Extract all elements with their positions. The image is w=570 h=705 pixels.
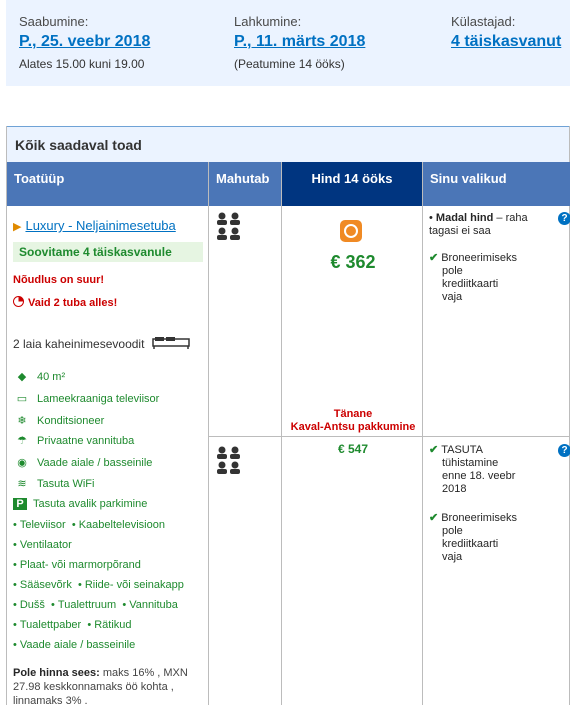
guests-block [451,14,561,51]
double-bed-icon [152,336,190,350]
choice-line: krediitkaarti [442,538,499,550]
demand-alert: Nõudlus on suur! [13,274,105,286]
rooms-table-title: Kõik saadaval toad [7,126,569,162]
amenity-item: Vaade aiale / basseinile [19,639,136,651]
facility-label: Tasuta WiFi [37,478,95,490]
offer-1-refund-policy: • Madal hind – raha tagasi ei saa [429,212,528,237]
checkout-label: Lahkumine: [234,14,302,29]
shower-icon: ☂ [17,435,27,447]
choice-line: 2018 [442,483,467,495]
guests-4-icon [216,446,242,476]
checkin-date-link[interactable]: P., 25. veebr 2018 [19,33,151,50]
guests-4-icon [216,212,242,242]
room-name[interactable] [13,218,176,233]
facility-wifi [13,477,94,490]
stay-summary [6,0,570,86]
facility-label: Vaade aiale / basseinile [37,457,153,469]
choice-line: krediitkaarti [442,278,499,290]
choice-line: Broneerimiseks [441,512,518,524]
snowflake-icon: ❄ [17,415,27,427]
offer-1-no-card [429,252,539,304]
checkout-block [234,14,365,71]
facility-label: Privaatne vannituba [37,435,135,447]
choice-line: tühistamine [442,457,499,469]
amenity-item: Ventilaator [19,539,72,551]
guests-label: Külastajad: [451,14,516,29]
tv-icon: ▭ [16,393,28,405]
help-icon[interactable]: ? [558,212,570,225]
choice-line: pole [442,525,463,537]
amenity-line: • Ventilaator [13,539,72,551]
offer-2-no-card [429,512,539,564]
facility-label: Tasuta avalik parkimine [33,498,148,510]
amenity-item: Vannituba [129,599,178,611]
amenity-line: • Sääsevõrk • Riide- või seinakapp [13,579,184,591]
tax-text: maks 16% , MXN 27.98 keskkonnamaks öö kohta , linnamaks 3% . [13,667,188,705]
checkout-date-link[interactable]: P., 11. märts 2018 [234,33,366,50]
choice-line: TASUTA [441,444,483,456]
rooms-table [6,126,570,705]
amenity-item: Rätikud [94,619,132,631]
deal-label [283,408,423,434]
header-capacity: Mahutab [209,162,281,206]
facility-label: Konditsioneer [37,415,105,427]
facility-bathroom [13,434,134,447]
choice-line: vaja [442,291,463,303]
column-divider [208,162,209,705]
choice-line: pole [442,265,463,277]
amenity-item: Tualettruum [57,599,117,611]
facility-room-size [13,370,65,383]
no-refund-text: – raha tagasi ei saa [429,212,528,237]
column-divider [281,162,282,705]
recommendation-badge: Soovitame 4 täiskasvanule [13,242,203,262]
low-price-label: Madal hind [435,212,494,224]
availability-pie-icon [13,296,24,307]
room-size-icon: ◆ [17,371,27,383]
facility-label: 40 m² [37,371,66,383]
amenity-line: • Dušš • Tualettruum • Vannituba [13,599,178,611]
row-divider [209,436,570,437]
rooms-left-text: Vaid 2 tuba alles! [28,297,118,309]
choice-line: Broneerimiseks [441,252,518,264]
header-price: Hind 14 ööks [282,162,422,206]
deal-line-2: Kaval-Antsu pakkumine [290,421,416,433]
facility-ac [13,414,104,427]
guests-link[interactable]: 4 täiskasvanut [451,33,562,50]
header-choices: Sinu valikud [423,162,570,206]
choice-line: enne 18. veebr [442,470,516,482]
rooms-left-alert [13,296,117,309]
room-name-link[interactable]: Luxury - Neljainimesetuba [25,218,176,233]
checkmark-icon: ✔ [429,252,439,264]
bed-info [13,336,190,351]
deal-badge-icon [340,220,362,242]
expand-arrow-icon: ▶ [13,221,22,233]
stay-length: (Peatumine 14 ööks) [234,57,345,71]
amenity-line: • Televiisor • Kaabeltelevisioon [13,519,165,531]
offer-2-free-cancellation [429,444,539,496]
checkmark-icon: ✔ [429,512,439,524]
choice-line: vaja [442,551,463,563]
checkmark-icon: ✔ [429,444,439,456]
help-icon[interactable]: ? [558,444,570,457]
amenity-line: • Vaade aiale / basseinile [13,639,136,651]
amenity-line: • Plaat- või marmorpõrand [13,559,141,571]
amenity-item: Kaabeltelevisioon [78,519,165,531]
amenity-item: Televiisor [19,519,66,531]
price-offer-2: € 547 [337,442,369,456]
amenity-item: Dušš [19,599,45,611]
tax-label: Pole hinna sees: [13,667,100,679]
wifi-icon: ≋ [17,478,27,490]
parking-icon: P [13,498,27,510]
header-room-type: Toatüüp [7,162,208,206]
amenity-item: Tualettpaber [19,619,82,631]
amenity-item: Plaat- või marmorpõrand [19,559,141,571]
bed-text: 2 laia kaheinimesevoodit [13,337,145,351]
amenity-item: Riide- või seinakapp [84,579,184,591]
deal-line-1: Tänane [333,408,373,420]
amenity-item: Sääsevõrk [19,579,72,591]
amenity-line: • Tualettpaber • Rätikud [13,619,132,631]
facility-view [13,456,152,469]
price-offer-1: € 362 [330,252,376,272]
checkin-hours: Alates 15.00 kuni 19.00 [19,57,145,71]
eye-icon: ◉ [17,457,27,469]
facility-tv [13,392,159,405]
facility-parking [13,498,147,510]
checkin-label: Saabumine: [19,14,89,29]
checkin-block [19,14,150,71]
tax-info [13,666,203,705]
facility-label: Lameekraaniga televiisor [37,393,160,405]
